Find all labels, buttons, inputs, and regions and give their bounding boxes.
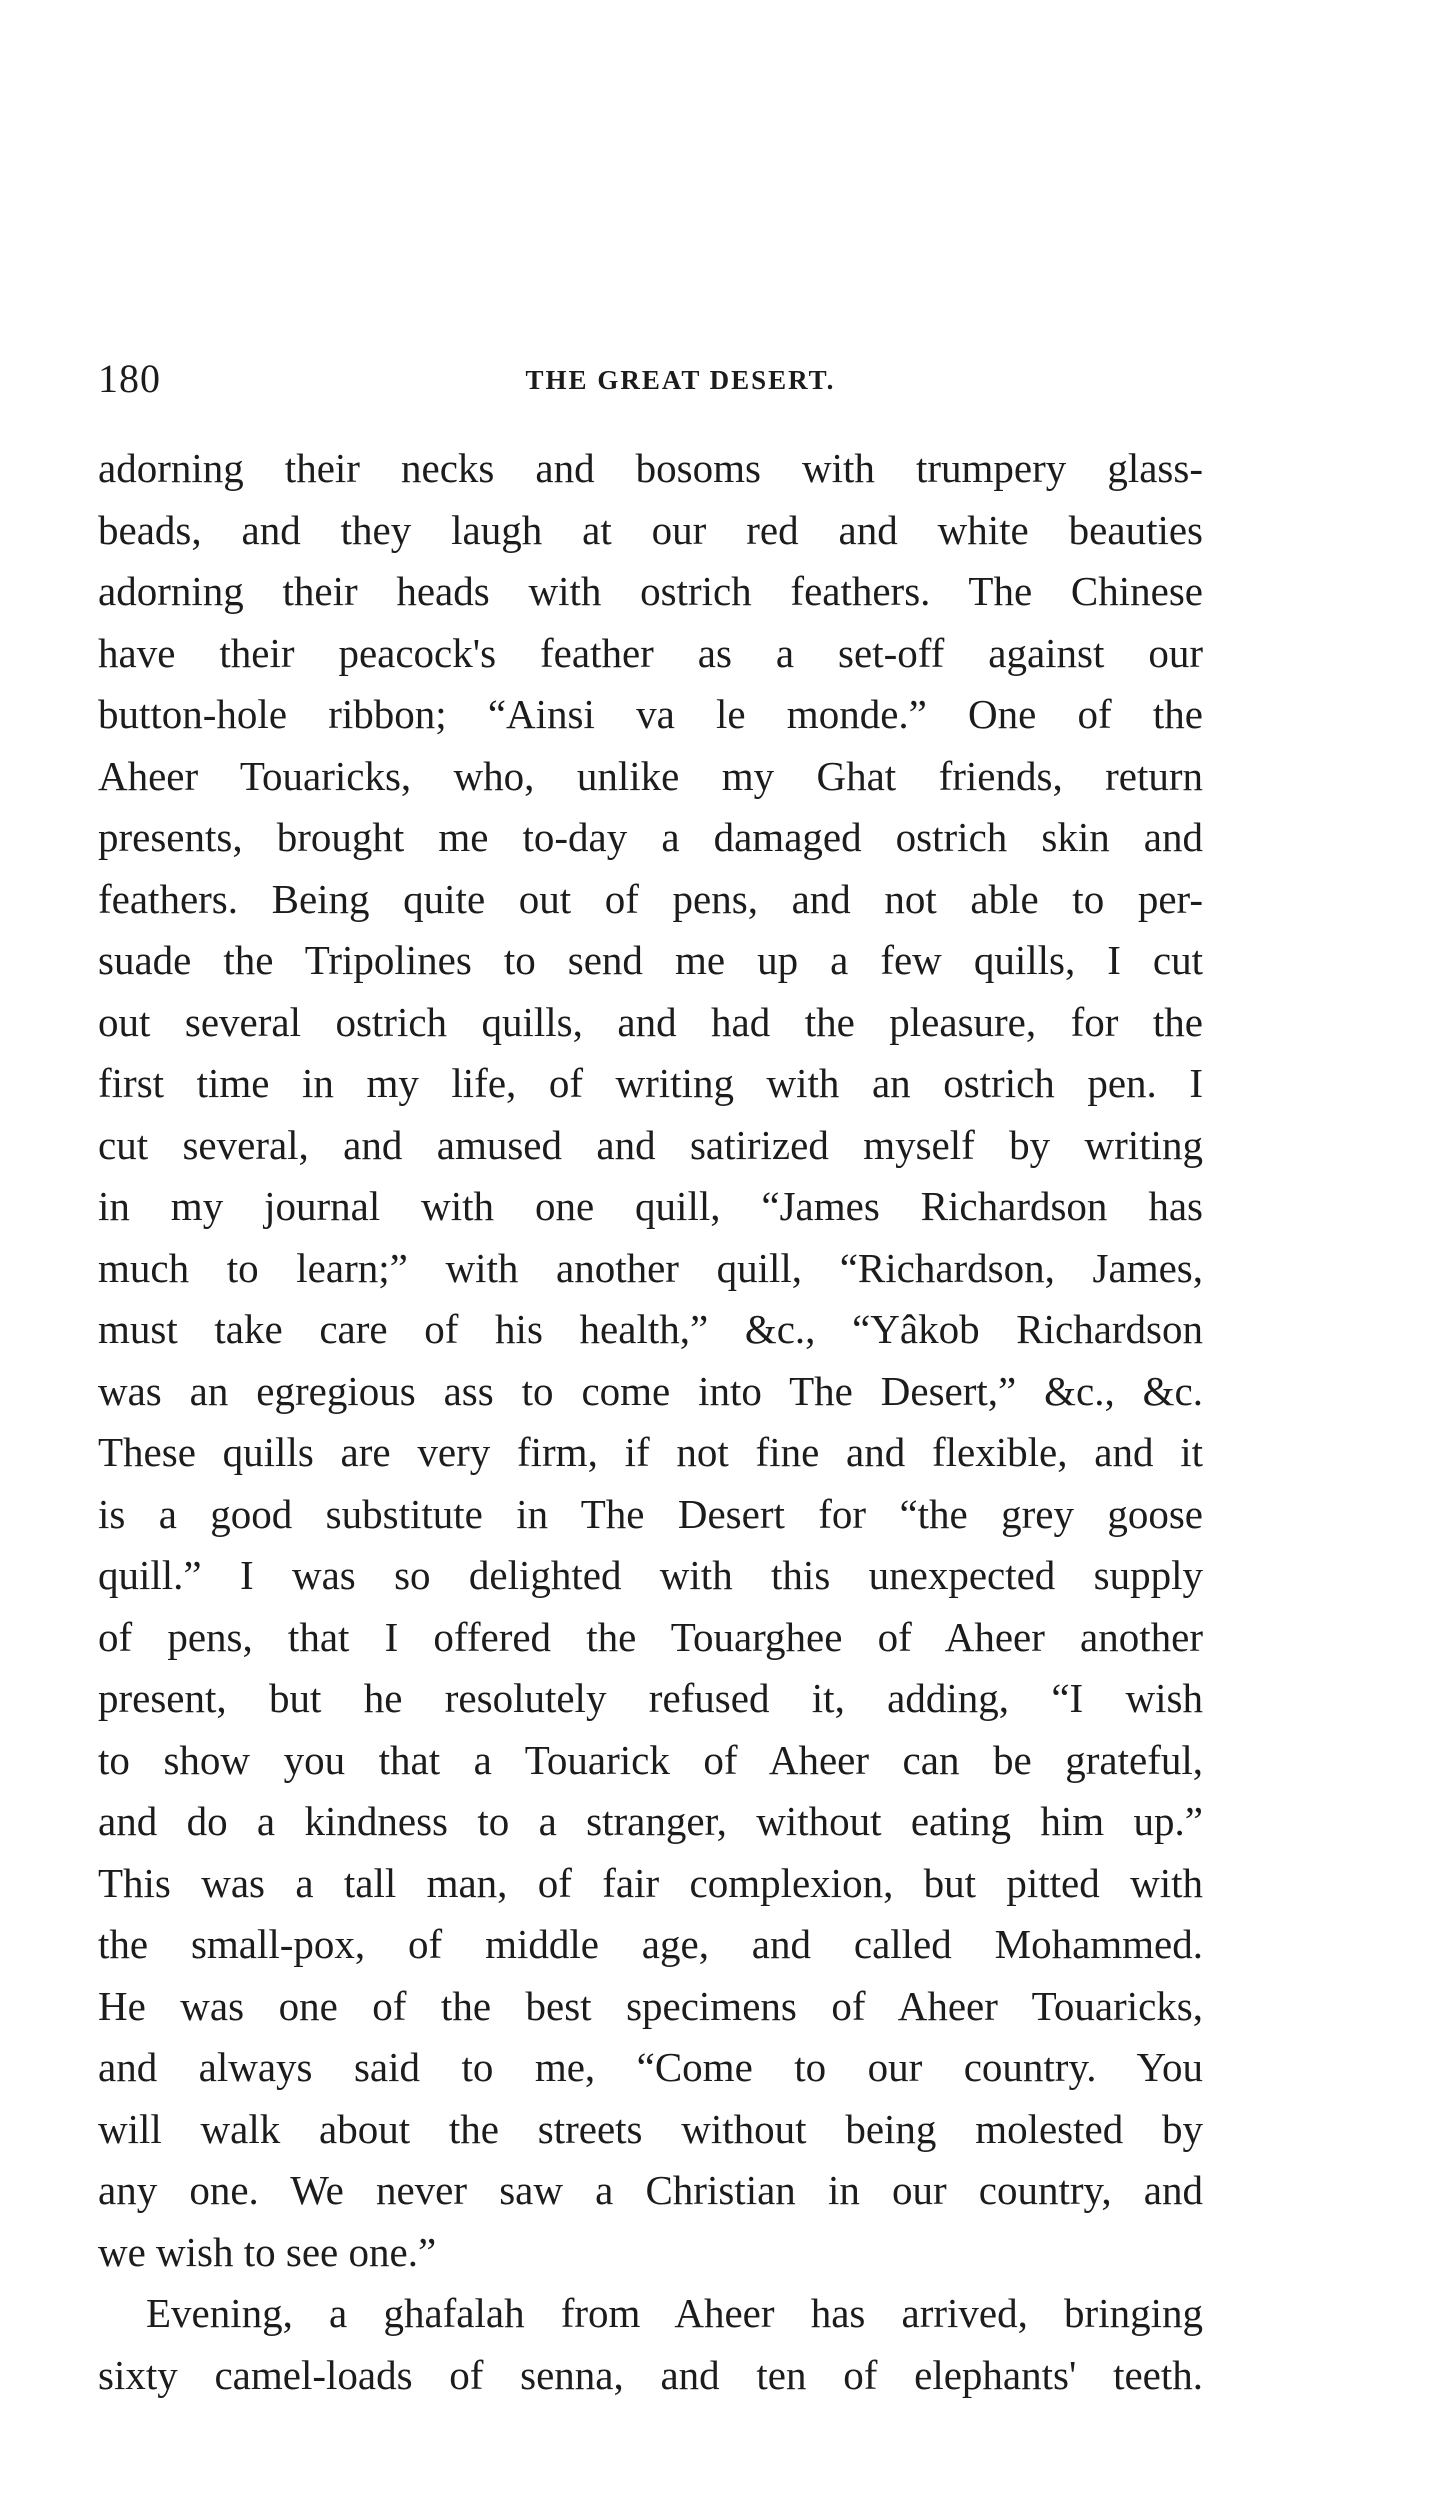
text-line: beads, and they laugh at our red and white beauties — [98, 506, 1203, 553]
text-line: quill.” I was so delighted with this unexpected supply — [98, 1552, 1203, 1598]
text-line: adorning their heads with ostrich feathers. The Chinese — [98, 568, 1203, 614]
text-line: any one. We never saw a Christian in our country, and — [98, 2167, 1203, 2213]
running-head — [98, 355, 1203, 415]
text-line: and always said to me, “Come to our country. You — [98, 2044, 1203, 2090]
text-line: button-hole ribbon; “Ainsi va le monde.” One of the — [98, 691, 1203, 737]
text-line: cut several, and amused and satirized myself by writing — [98, 1121, 1203, 1168]
text-line: He was one of the best specimens of Aheer Touaricks, — [98, 1982, 1203, 2029]
text-line: sixty camel-loads of senna, and ten of elephants' teeth. — [98, 2351, 1203, 2398]
text-line: the small-pox, of middle age, and called Mohammed. — [98, 1921, 1203, 1967]
text-line: Evening, a ghafalah from Aheer has arrived, bringing — [146, 2290, 1203, 2336]
text-line: of pens, that I offered the Touarghee of Aheer another — [98, 1613, 1203, 1660]
text-line: adorning their necks and bosoms with trumpery glass- — [98, 445, 1203, 491]
running-title: THE GREAT DESERT. — [525, 365, 836, 395]
text-line: out several ostrich quills, and had the pleasure, for the — [98, 998, 1203, 1045]
text-line: feathers. Being quite out of pens, and not able to per- — [98, 875, 1203, 922]
page-number: 180 — [98, 356, 161, 401]
text-line: much to learn;” with another quill, “Richardson, James, — [98, 1244, 1203, 1291]
text-line: was an egregious ass to come into The Desert,” &c., &c. — [98, 1367, 1203, 1414]
text-line: suade the Tripolines to send me up a few quills, I cut — [98, 937, 1203, 983]
text-line: to show you that a Touarick of Aheer can be grateful, — [98, 1736, 1203, 1783]
text-line: have their peacock's feather as a set-off against our — [98, 629, 1203, 676]
text-line: is a good substitute in The Desert for “the grey goose — [98, 1490, 1203, 1537]
text-line: must take care of his health,” &c., “Yâkob Richardson — [98, 1306, 1203, 1352]
text-line: first time in my life, of writing with an ostrich pen. I — [98, 1060, 1203, 1106]
body-text — [98, 438, 1203, 2406]
text-line: presents, brought me to-day a damaged ostrich skin and — [98, 814, 1203, 860]
text-line: present, but he resolutely refused it, adding, “I wish — [98, 1675, 1203, 1721]
text-line: Aheer Touaricks, who, unlike my Ghat friends, return — [98, 752, 1203, 799]
text-line: we wish to see one.” — [98, 2228, 437, 2275]
text-line: This was a tall man, of fair complexion, but pitted with — [98, 1859, 1203, 1906]
text-line: These quills are very firm, if not fine and flexible, and it — [98, 1429, 1203, 1475]
text-line: will walk about the streets without being molested by — [98, 2105, 1203, 2152]
text-line: and do a kindness to a stranger, without eating him up.” — [98, 1798, 1203, 1844]
text-line: in my journal with one quill, “James Richardson has — [98, 1183, 1203, 1229]
